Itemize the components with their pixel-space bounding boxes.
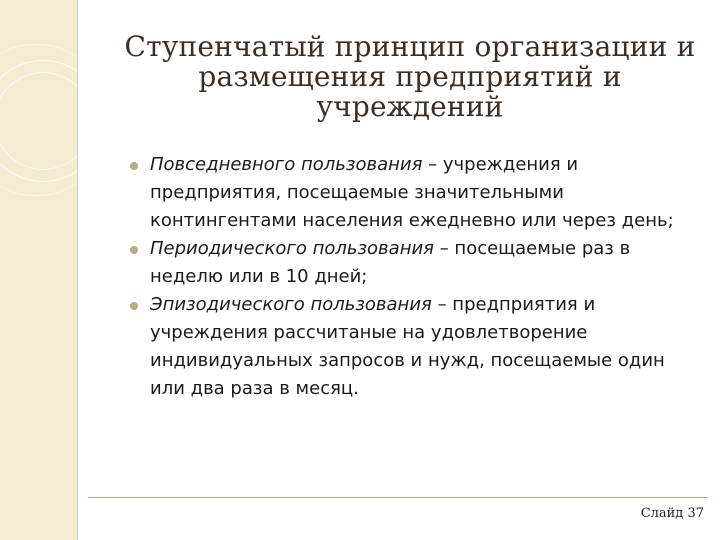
bullet-item <box>130 291 690 403</box>
bullet-item <box>130 151 690 235</box>
bullet-icon <box>130 162 138 170</box>
footer-divider <box>88 497 708 498</box>
slide-title: Ступенчатый принцип организации и размещения предприятий и учреждений <box>124 30 696 123</box>
bullet-term: Периодического пользования <box>150 238 434 259</box>
bullet-text: – посещаемые раз в неделю или в 10 дней; <box>150 238 631 287</box>
bullet-icon <box>130 246 138 254</box>
decorative-ring <box>0 72 78 170</box>
bullet-text: – предприятия и учреждения рассчитаные на удовлетворение индивидуальных запросов и нужд, посещаемые один или два раза в месяц. <box>150 294 665 399</box>
bullet-term: Эпизодического пользования <box>150 294 432 315</box>
bullet-list <box>130 151 690 403</box>
bullet-term: Повседневного пользования <box>150 154 423 175</box>
decorative-side-panel <box>0 0 78 540</box>
bullet-item <box>130 235 690 291</box>
slide-number: Слайд 37 <box>640 506 704 521</box>
bullet-icon <box>130 302 138 310</box>
bullet-text: – учреждения и предприятия, посещаемые значительными контингентами населения ежедневно или через день; <box>150 154 674 231</box>
